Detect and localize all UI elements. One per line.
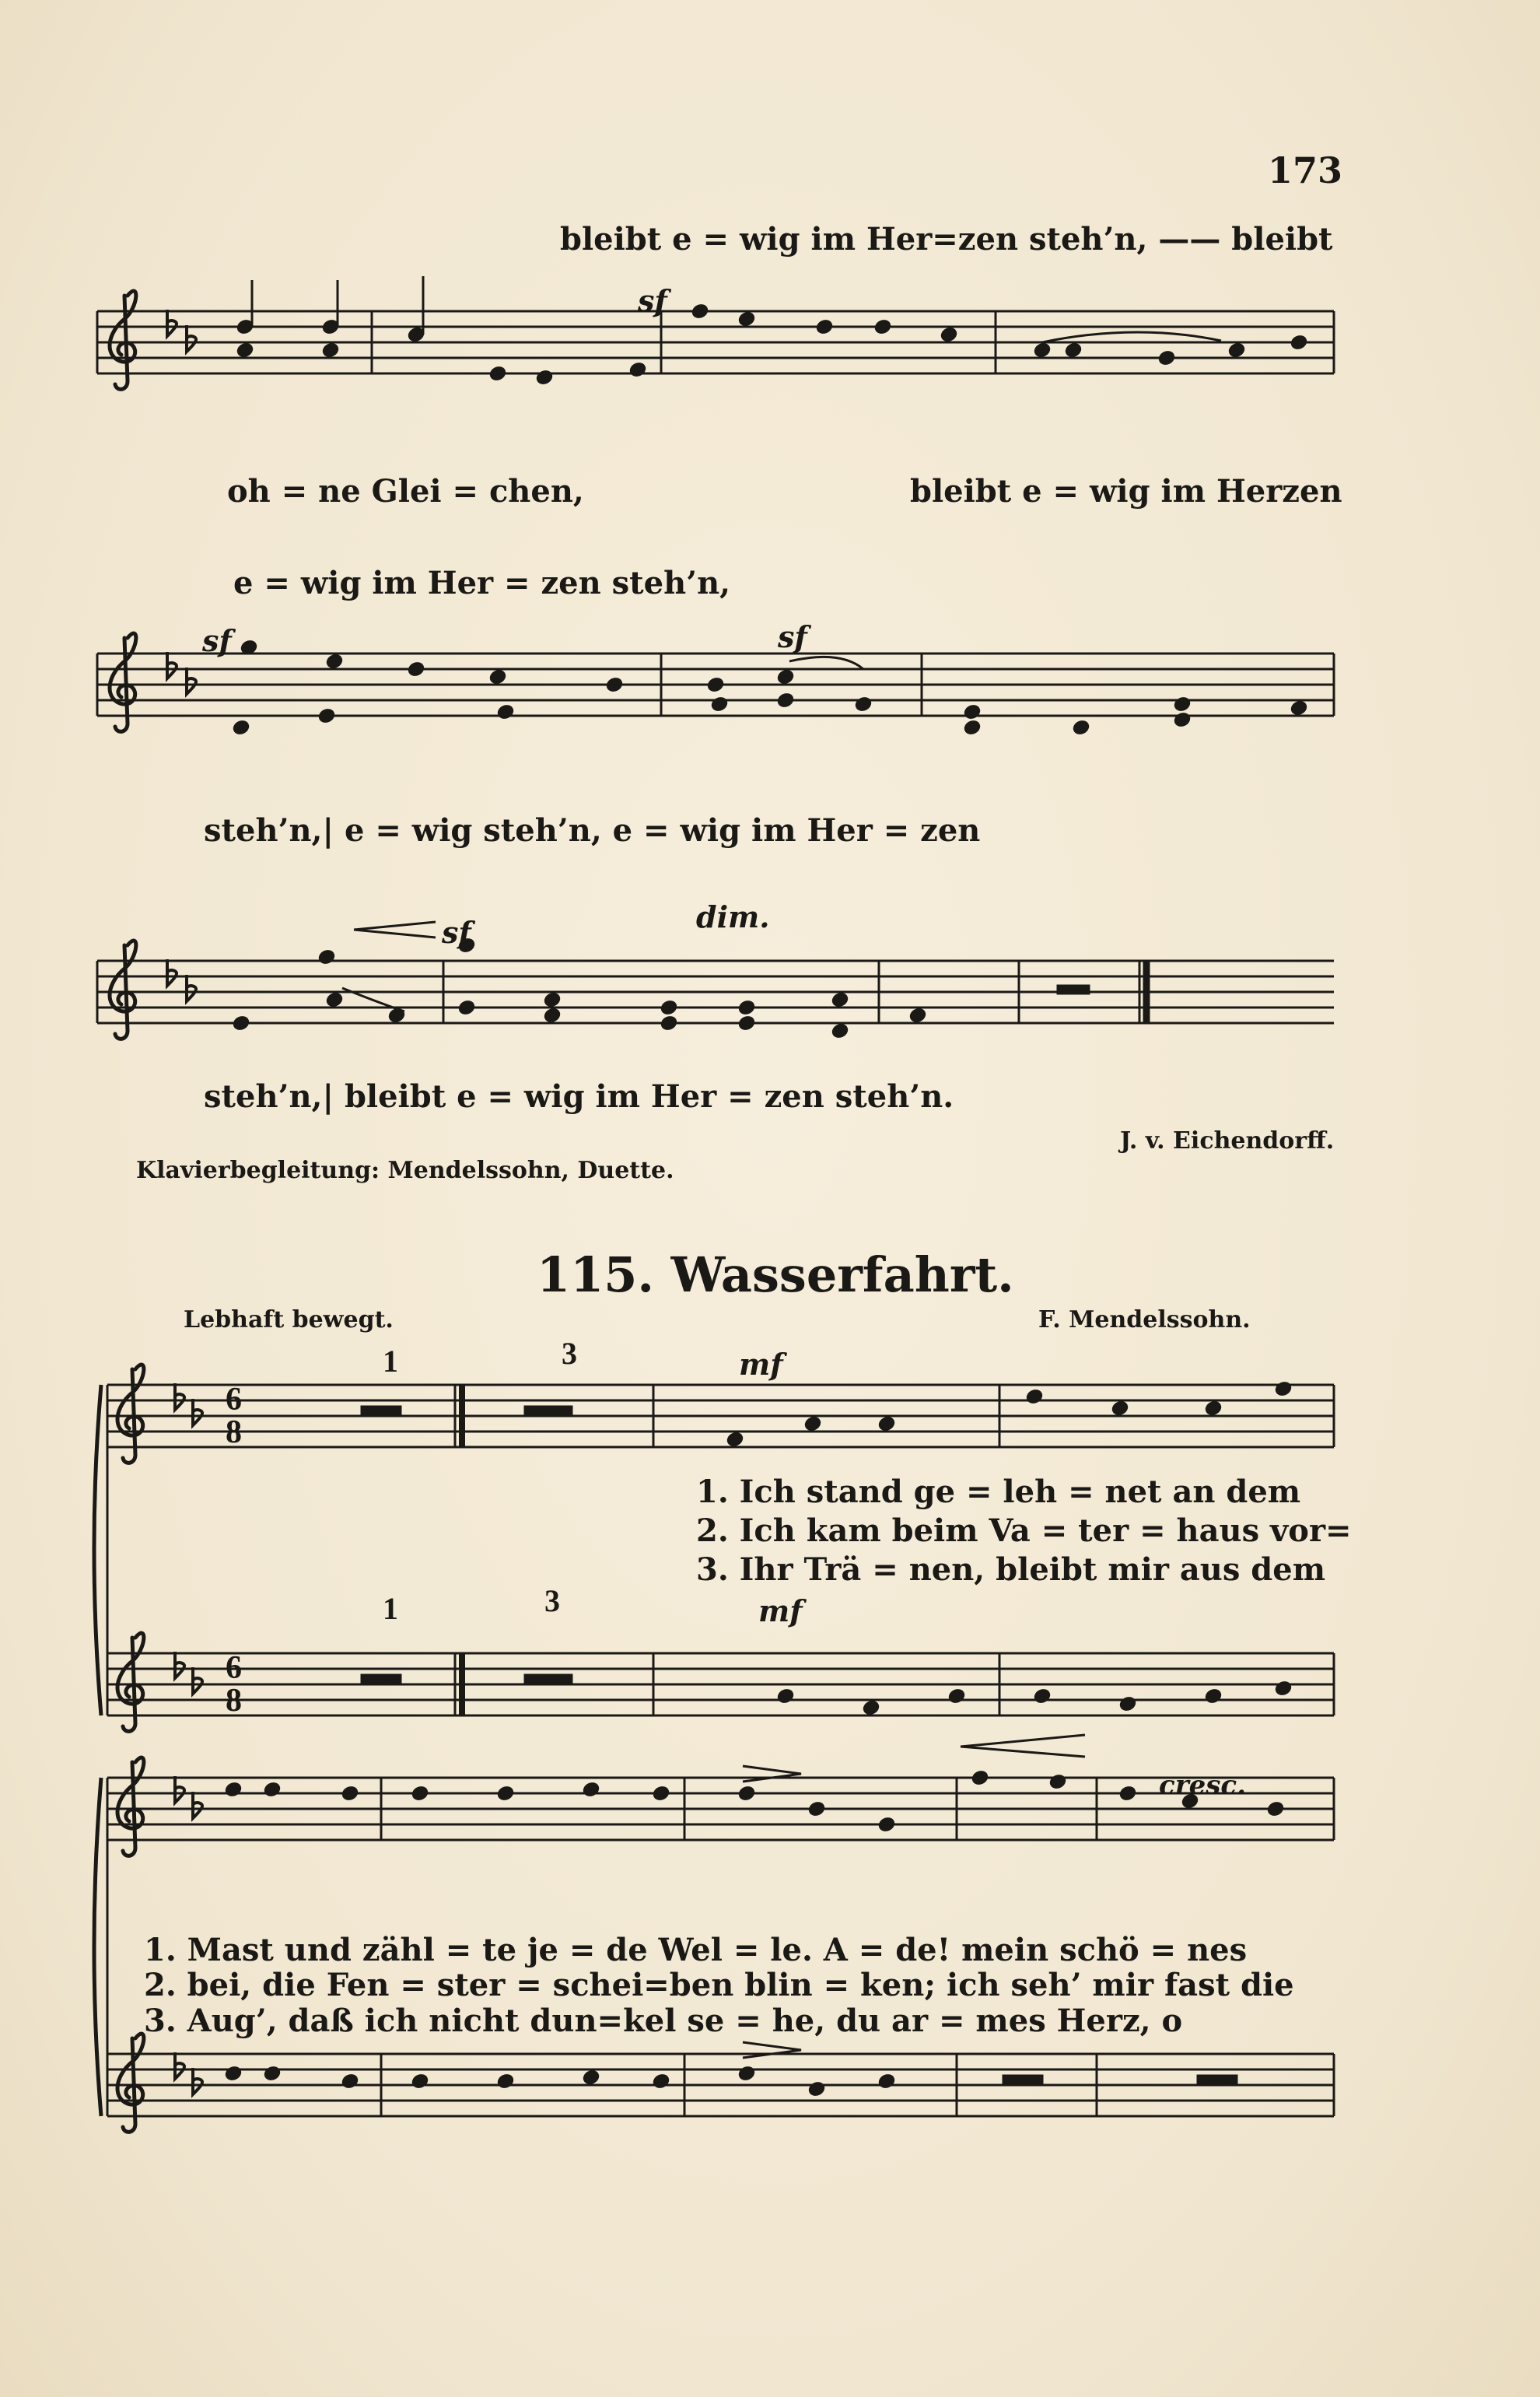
measure-number-1: 1 (383, 1344, 398, 1379)
system3-dynamic-dim: dim. (696, 899, 770, 934)
verse-line-3: 3. Ihr Trä = nen, bleibt mir aus dem (696, 1551, 1326, 1588)
staff-system-4 (94, 1382, 1334, 1719)
verse-line-1: 1. Ich stand ge = leh = net an dem (696, 1474, 1301, 1510)
verse-line-2: 2. Ich kam beim Va = ter = haus vor= (696, 1512, 1352, 1549)
verse-line-5: 2. bei, die Fen = ster = schei=ben blin = ken; ich seh’ mir fast die (144, 1967, 1294, 2003)
verse-line-4: 1. Mast und zähl = te je = de Wel = le. A = de! mein schö = nes (144, 1932, 1248, 1968)
page-number: 173 (1268, 149, 1343, 191)
measure-number-3-lower: 3 (544, 1583, 560, 1618)
accompaniment-note: Klavierbegleitung: Mendelssohn, Duette. (136, 1157, 674, 1184)
time-signature-top-lower: 6 (226, 1650, 242, 1686)
system1-dynamic: sf (638, 283, 667, 318)
dynamic-cresc: cresc. (1159, 1770, 1246, 1801)
system2-dynamic-1: sf (202, 623, 232, 658)
time-signature-bottom: 8 (226, 1414, 242, 1450)
system3-dynamic-sf: sf (442, 915, 471, 950)
dynamic-mf-lower: mf (758, 1593, 803, 1628)
staff-system-1 (97, 311, 1334, 373)
system1-lyrics-below-left: oh = ne Glei = chen, (227, 473, 584, 510)
song-tempo: Lebhaft bewegt. (184, 1306, 394, 1333)
staff-system-3 (97, 961, 1334, 1023)
song-title: 115. Wasserfahrt. (537, 1246, 1014, 1303)
measure-number-1-lower: 1 (383, 1591, 398, 1626)
system1-lyrics-below-right: bleibt e = wig im Herzen (910, 473, 1342, 510)
time-signature-bottom-lower: 8 (226, 1683, 242, 1719)
system2-lyrics-above: e = wig im Her = zen steh’n, (233, 565, 731, 601)
verse-line-6: 3. Aug’, daß ich nicht dun=kel se = he, du ar = mes Herz, o (144, 2003, 1183, 2039)
system3-lyrics-below: steh’n,| bleibt e = wig im Her = zen steh’n. (204, 1078, 954, 1115)
measure-number-3: 3 (562, 1336, 577, 1371)
system2-dynamic-2: sf (778, 619, 807, 654)
system1-lyrics-above: bleibt e = wig im Her=zen steh’n, —— bleibt (560, 221, 1333, 258)
time-signature-top: 6 (226, 1382, 242, 1418)
dynamic-mf: mf (739, 1347, 783, 1382)
song-composer: F. Mendelssohn. (1038, 1306, 1251, 1333)
poet-credit: J. v. Eichendorff. (1120, 1127, 1335, 1155)
system2-lyrics-below: steh’n,| e = wig steh’n, e = wig im Her = zen (204, 812, 981, 849)
